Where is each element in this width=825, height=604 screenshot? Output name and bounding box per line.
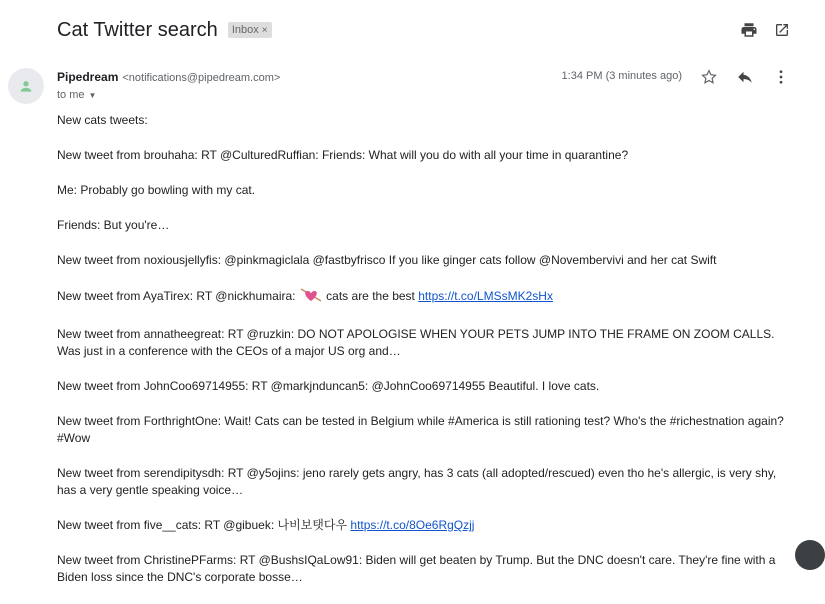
inbox-label-text: Inbox (231, 24, 259, 36)
email-body (57, 112, 790, 604)
sender-email: <notifications@pipedream.com> (122, 72, 281, 84)
open-in-new-window-icon[interactable] (772, 20, 792, 40)
tweet-paragraph: New tweet from brouhaha: RT @CulturedRuffian: Friends: What will you do with all your time in quarantine? (57, 148, 629, 162)
heart-with-arrow-emoji (300, 287, 322, 308)
recipient-details-toggle[interactable] (57, 89, 96, 101)
star-icon[interactable] (699, 67, 719, 87)
print-icon[interactable] (739, 20, 759, 40)
tweet-link[interactable]: https://t.co/8Oe6RgQzjj (350, 518, 475, 532)
remove-label-icon[interactable]: × (261, 24, 268, 36)
person-icon (17, 77, 35, 95)
tweet-link[interactable]: https://t.co/LMSsMK2sHx (418, 289, 553, 303)
sender-name[interactable]: Pipedream (57, 70, 119, 84)
sender-line (57, 70, 280, 84)
reply-icon[interactable] (735, 67, 755, 87)
chevron-down-icon: ▼ (88, 90, 97, 100)
floating-action-button[interactable] (795, 540, 825, 570)
tweet-paragraph: New tweet from ChristinePFarms: RT @BushsIQaLow91: Biden will get beaten by Trump. But the DNC doesn't care. They're fine with a Biden loss since the DNC's corporate bosse… (57, 553, 776, 584)
subject-row (57, 16, 272, 44)
tweet-paragraph (57, 517, 790, 534)
tweet-paragraph: Me: Probably go bowling with my cat. (57, 183, 256, 197)
recipient-label: to me (57, 89, 85, 101)
tweet-paragraph: New tweet from noxiousjellyfis: @pinkmagiclala @fastbyfrisco If you like ginger cats follow @Novembervivi and her cat Swift (57, 253, 717, 267)
sender-avatar[interactable] (8, 68, 44, 104)
body-intro: New cats tweets: (57, 113, 148, 127)
inbox-label-chip[interactable] (228, 22, 272, 38)
more-vertical-icon[interactable] (771, 67, 791, 87)
tweet-paragraph: Friends: But you're… (57, 218, 170, 232)
tweet-paragraph: New tweet from ForthrightOne: Wait! Cats can be tested in Belgium while #America is still rationing test? Who's the #richestnation again? #Wow (57, 414, 784, 445)
tweet-paragraph: New tweet from serendipitysdh: RT @y5ojins: jeno rarely gets angry, has 3 cats (all adopted/rescued) even tho he's allergic, is very shy, has a very gentle speaking voice… (57, 466, 777, 497)
tweet-text: New tweet from AyaTirex: RT @nickhumaira: (57, 289, 296, 303)
tweet-paragraph: New tweet from annatheegreat: RT @ruzkin: DO NOT APOLOGISE WHEN YOUR PETS JUMP INTO THE FRAME ON ZOOM CALLS. Was just in a conference with the CEOs of a major US org and… (57, 327, 775, 358)
tweet-paragraph (57, 287, 790, 308)
tweet-paragraph: New tweet from JohnCoo69714955: RT @markjnduncan5: @JohnCoo69714955 Beautiful. I love cats. (57, 379, 600, 393)
email-subject: Cat Twitter search (57, 18, 218, 41)
tweet-text: New tweet from five__cats: RT @gibuek: 나비보탯다우 (57, 518, 348, 532)
email-timestamp: 1:34 PM (3 minutes ago) (561, 70, 682, 82)
tweet-text: cats are the best (326, 289, 415, 303)
